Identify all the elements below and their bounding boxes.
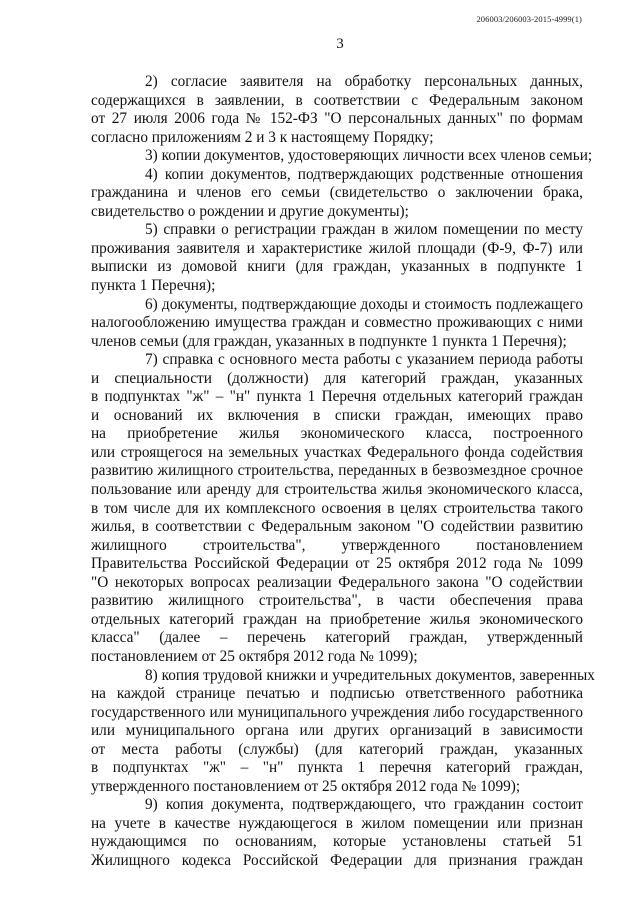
- paragraph-line: содержащихся в заявлении, в соответствии с Федеральным законом: [91, 91, 583, 109]
- paragraph-line: пользование или аренду для строительства жилья экономического класса,: [91, 481, 583, 499]
- paragraph-line: 5) справки о регистрации граждан в жилом помещении по месту: [145, 221, 583, 239]
- paragraph-line: 3) копии документов, удостоверяющих личности всех членов семьи;: [145, 147, 593, 165]
- paragraph-line: гражданина и членов его семьи (свидетельство о заключении брака,: [91, 184, 583, 202]
- paragraph: [91, 666, 595, 797]
- paragraph-line: 6) документы, подтверждающие доходы и стоимость подлежащего: [145, 295, 583, 313]
- paragraph-line: 9) копия документа, подтверждающего, что гражданин состоит: [145, 796, 583, 814]
- paragraph-line: развитию жилищного строительства", в части обеспечения права: [91, 592, 583, 610]
- paragraph-line: Правительства Российской Федерации от 25 октября 2012 года № 1099: [91, 555, 583, 573]
- paragraph-line: развитию жилищного строительства, переданных в безвозмездное срочное: [91, 462, 583, 480]
- paragraph-line: "О некоторых вопросах реализации Федерального закона "О содействии: [91, 573, 583, 591]
- paragraph-line: постановлением от 25 октября 2012 года № 1099);: [91, 647, 418, 665]
- paragraph-line: Жилищного кодекса Российской Федерации для признания граждан: [91, 851, 583, 869]
- paragraph-line: от места работы (службы) (для категорий граждан, указанных: [91, 740, 583, 758]
- document-id: 206003/206003-2015-4999(1): [476, 14, 582, 24]
- paragraph: [91, 351, 583, 666]
- paragraph-line: от 27 июля 2006 года № 152-ФЗ "О персональных данных" по формам: [91, 110, 583, 128]
- paragraph-line: на приобретение жилья экономического класса, построенного: [91, 425, 583, 443]
- paragraph-line: жилищного строительства", утвержденного постановлением: [91, 536, 583, 554]
- paragraph-line: жилья, в соответствии с Федеральным законом "О содействии развитию: [91, 518, 583, 536]
- paragraph: [91, 221, 583, 295]
- paragraph: [91, 73, 583, 147]
- document-body: [91, 73, 595, 871]
- paragraph-line: нуждающимся по основаниям, которые установлены статьей 51: [91, 833, 583, 851]
- paragraph-line: 7) справка с основного места работы с указанием периода работы: [145, 351, 583, 369]
- paragraph-line: на каждой странице печатью и подписью ответственного работника: [91, 685, 583, 703]
- paragraph-line: в подпунктах "ж" – "н" пункта 1 перечня категорий граждан,: [91, 759, 583, 777]
- paragraph: [91, 796, 583, 870]
- paragraph-line: или муниципального органа или других организаций в зависимости: [91, 722, 583, 740]
- paragraph-line: утвержденного постановлением от 25 октября 2012 года № 1099);: [91, 777, 521, 795]
- paragraph-line: 4) копии документов, подтверждающих родственные отношения: [145, 165, 583, 183]
- paragraph: [91, 147, 593, 166]
- paragraph-line: или строящегося на земельных участках Федерального фонда содействия: [91, 443, 583, 461]
- paragraph: [91, 296, 583, 352]
- paragraph-line: пункта 1 Перечня);: [91, 277, 216, 295]
- paragraph-line: отдельных категорий граждан на приобретение жилья экономического: [91, 610, 583, 628]
- paragraph-line: свидетельство о рождении и другие документы);: [91, 202, 409, 220]
- paragraph-line: выписки из домовой книги (для граждан, указанных в подпункте 1: [91, 258, 583, 276]
- paragraph-line: в подпунктах "ж" – "н" пункта 1 Перечня отдельных категорий граждан: [91, 388, 583, 406]
- paragraph-line: членов семьи (для граждан, указанных в подпункте 1 пункта 1 Перечня);: [91, 332, 567, 350]
- paragraph-line: государственного или муниципального учреждения либо государственного: [91, 703, 583, 721]
- paragraph-line: 2) согласие заявителя на обработку персональных данных,: [145, 73, 583, 90]
- paragraph-line: и специальности (должности) для категорий граждан, указанных: [91, 369, 583, 387]
- paragraph-line: согласно приложениям 2 и 3 к настоящему Порядку;: [91, 128, 434, 146]
- paragraph-line: налогообложению имущества граждан и совместно проживающих с ними: [91, 314, 583, 332]
- paragraph-line: в том числе для их комплексного освоения в целях строительства такого: [91, 499, 583, 517]
- paragraph: [91, 166, 583, 222]
- paragraph-line: на учете в качестве нуждающегося в жилом помещении или признан: [91, 814, 583, 832]
- page-number: 3: [336, 36, 344, 52]
- paragraph-line: 8) копия трудовой книжки и учредительных документов, заверенных: [145, 666, 595, 684]
- paragraph-line: класса" (далее – перечень категорий граждан, утвержденный: [91, 629, 583, 647]
- paragraph-line: проживания заявителя и характеристике жилой площади (Ф-9, Ф-7) или: [91, 239, 583, 257]
- paragraph-line: и оснований их включения в списки граждан, имеющих право: [91, 406, 583, 424]
